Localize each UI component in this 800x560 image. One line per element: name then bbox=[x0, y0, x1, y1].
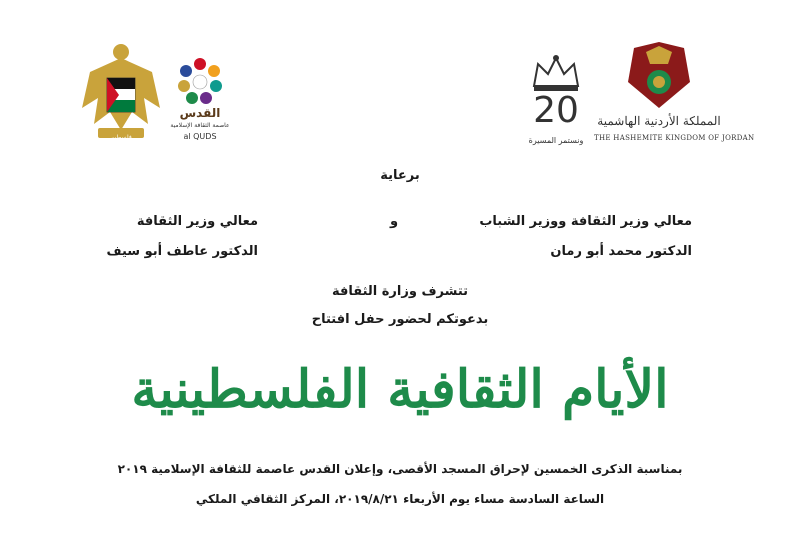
host-line: تتشرف وزارة الثقافة bbox=[331, 284, 469, 299]
eagle-icon bbox=[80, 38, 162, 146]
palestine-emblem-logo bbox=[80, 38, 162, 146]
minister-title-culture: معالي وزير الثقافة bbox=[136, 214, 258, 229]
anniversary-caption: ونستمر المسيرة bbox=[528, 136, 584, 145]
jordan-english-name: THE HASHEMITE KINGDOM OF JORDAN bbox=[594, 134, 755, 142]
minister-name-abu-saif: الدكتور عاطف أبو سيف bbox=[106, 244, 258, 259]
conjunction-and: و bbox=[390, 214, 399, 229]
patronage-heading: برعاية bbox=[380, 168, 420, 183]
quds-caption: عاصمة الثقافة الإسلامية bbox=[170, 122, 230, 129]
anniversary-20-logo bbox=[520, 50, 592, 150]
anniversary-number: 20 bbox=[533, 90, 579, 131]
invite-line: بدعوتكم لحضور حفل افتتاح bbox=[311, 312, 489, 327]
time-place-line: الساعة السادسة مساء يوم الأربعاء ٢٠١٩/٨/٢١، المركز الثقافي الملكي bbox=[195, 492, 605, 506]
quds-latin-label: al QUDS bbox=[183, 132, 217, 141]
quds-culture-logo bbox=[168, 56, 232, 148]
minister-name-abu-rumman: الدكتور محمد أبو رمان bbox=[550, 244, 692, 259]
occasion-line: بمناسبة الذكرى الخمسين لإحراق المسجد الأقصى، وإعلان القدس عاصمة للثقافة الإسلامية ٢٠١٩ bbox=[117, 462, 683, 476]
jordan-coat-of-arms-logo bbox=[594, 42, 755, 148]
jordan-arabic-name: المملكة الأردنية الهاشمية bbox=[597, 114, 721, 128]
minister-title-youth-culture: معالي وزير الثقافة ووزير الشباب bbox=[479, 214, 692, 229]
coat-of-arms-icon bbox=[594, 42, 724, 112]
flower-icon bbox=[168, 56, 232, 106]
event-title: الأيام الثقافية الفلسطينية bbox=[131, 359, 669, 420]
quds-arabic-label: القدس bbox=[179, 106, 221, 120]
emblem-caption: فلسطين bbox=[110, 134, 132, 141]
